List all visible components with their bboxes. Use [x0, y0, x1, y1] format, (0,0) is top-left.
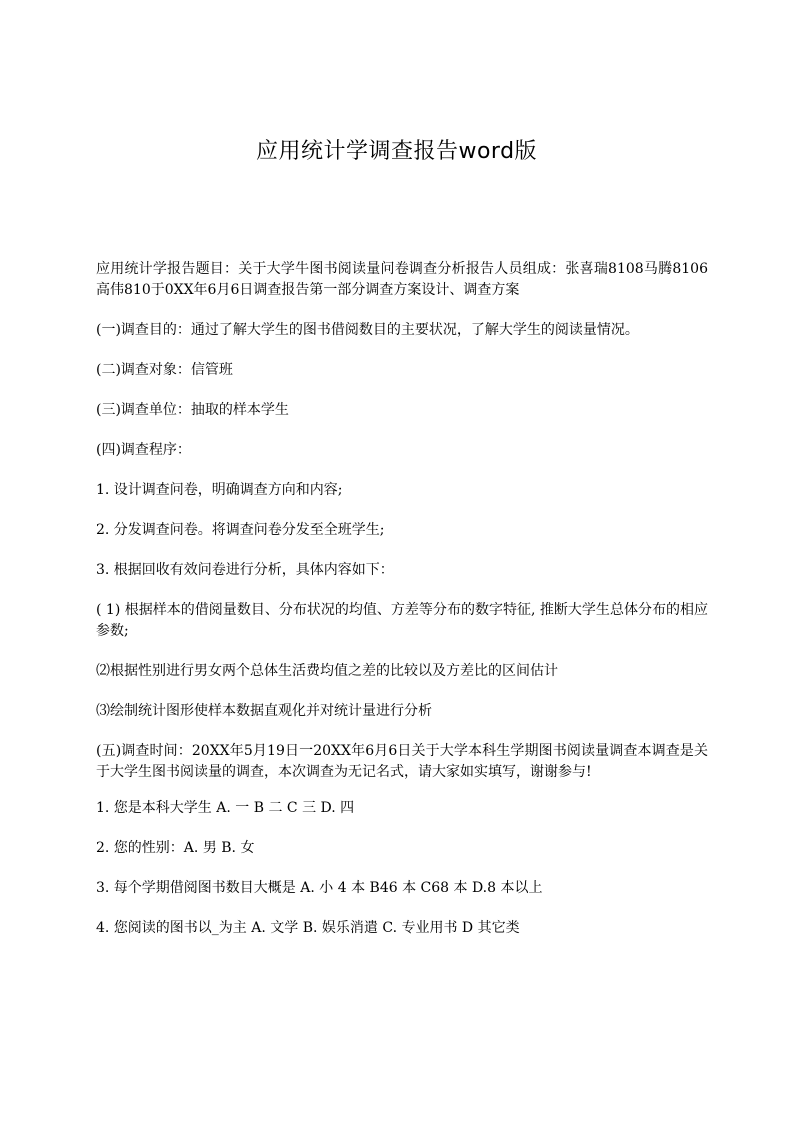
paragraph-procedure-heading: (四)调查程序：	[96, 442, 191, 458]
paragraph-analysis-2: ⑵根据性别进行男女两个总体生活费均值之差的比较以及方差比的区间估计	[96, 663, 558, 679]
paragraph-procedure-step-1: 1. 设计调查问卷，明确调查方向和内容;	[96, 482, 343, 498]
paragraph-analysis-3: ⑶绘制统计图形使样本数据直观化并对统计量进行分析	[96, 703, 432, 719]
question-1: 1. 您是本科大学生 A. 一 B 二 C 三 D. 四	[96, 800, 355, 816]
question-4: 4. 您阅读的图书以_为主 A. 文学 B. 娱乐消遣 C. 专业用书 D 其它类	[96, 920, 520, 936]
paragraph-analysis-1: ( 1) 根据样本的借阅量数目、分布状况的均值、方差等分布的数字特征, 推断大学生总体分布的相应参数;	[96, 602, 708, 639]
document-title: 应用统计学调查报告word版	[255, 139, 538, 164]
paragraph-intro: 应用统计学报告题目：关于大学牛图书阅读量问卷调查分析报告人员组成：张喜瑞8108马腾8106高伟810于0XX年6月6日调查报告第一部分调查方案设计、调查方案	[96, 261, 708, 298]
paragraph-procedure-step-2: 2. 分发调查问卷。将调查问卷分发至全班学生;	[96, 522, 385, 538]
question-3: 3. 每个学期借阅图书数目大概是 A. 小 4 本 B46 本 C68 本 D.8 本以上	[96, 880, 543, 896]
paragraph-purpose: (一)调查目的：通过了解大学生的图书借阅数目的主要状况，了解大学生的阅读量情况。	[96, 322, 639, 338]
paragraph-unit: (三)调查单位：抽取的样本学生	[96, 402, 289, 418]
paragraph-procedure-step-3: 3. 根据回收有效问卷进行分析，具体内容如下：	[96, 562, 394, 578]
paragraph-subject: (二)调查对象：信管班	[96, 362, 233, 378]
paragraph-survey-time: (五)调查时间：20XX年5月19日一20XX年6月6日关于大学本科生学期图书阅读量调查本调查是关于大学生图书阅读量的调查，本次调查为无记名式，请大家如实填写，谢谢参与!	[96, 743, 708, 780]
question-2: 2. 您的性别：A. 男 B. 女	[96, 840, 255, 856]
document-body	[96, 259, 708, 958]
